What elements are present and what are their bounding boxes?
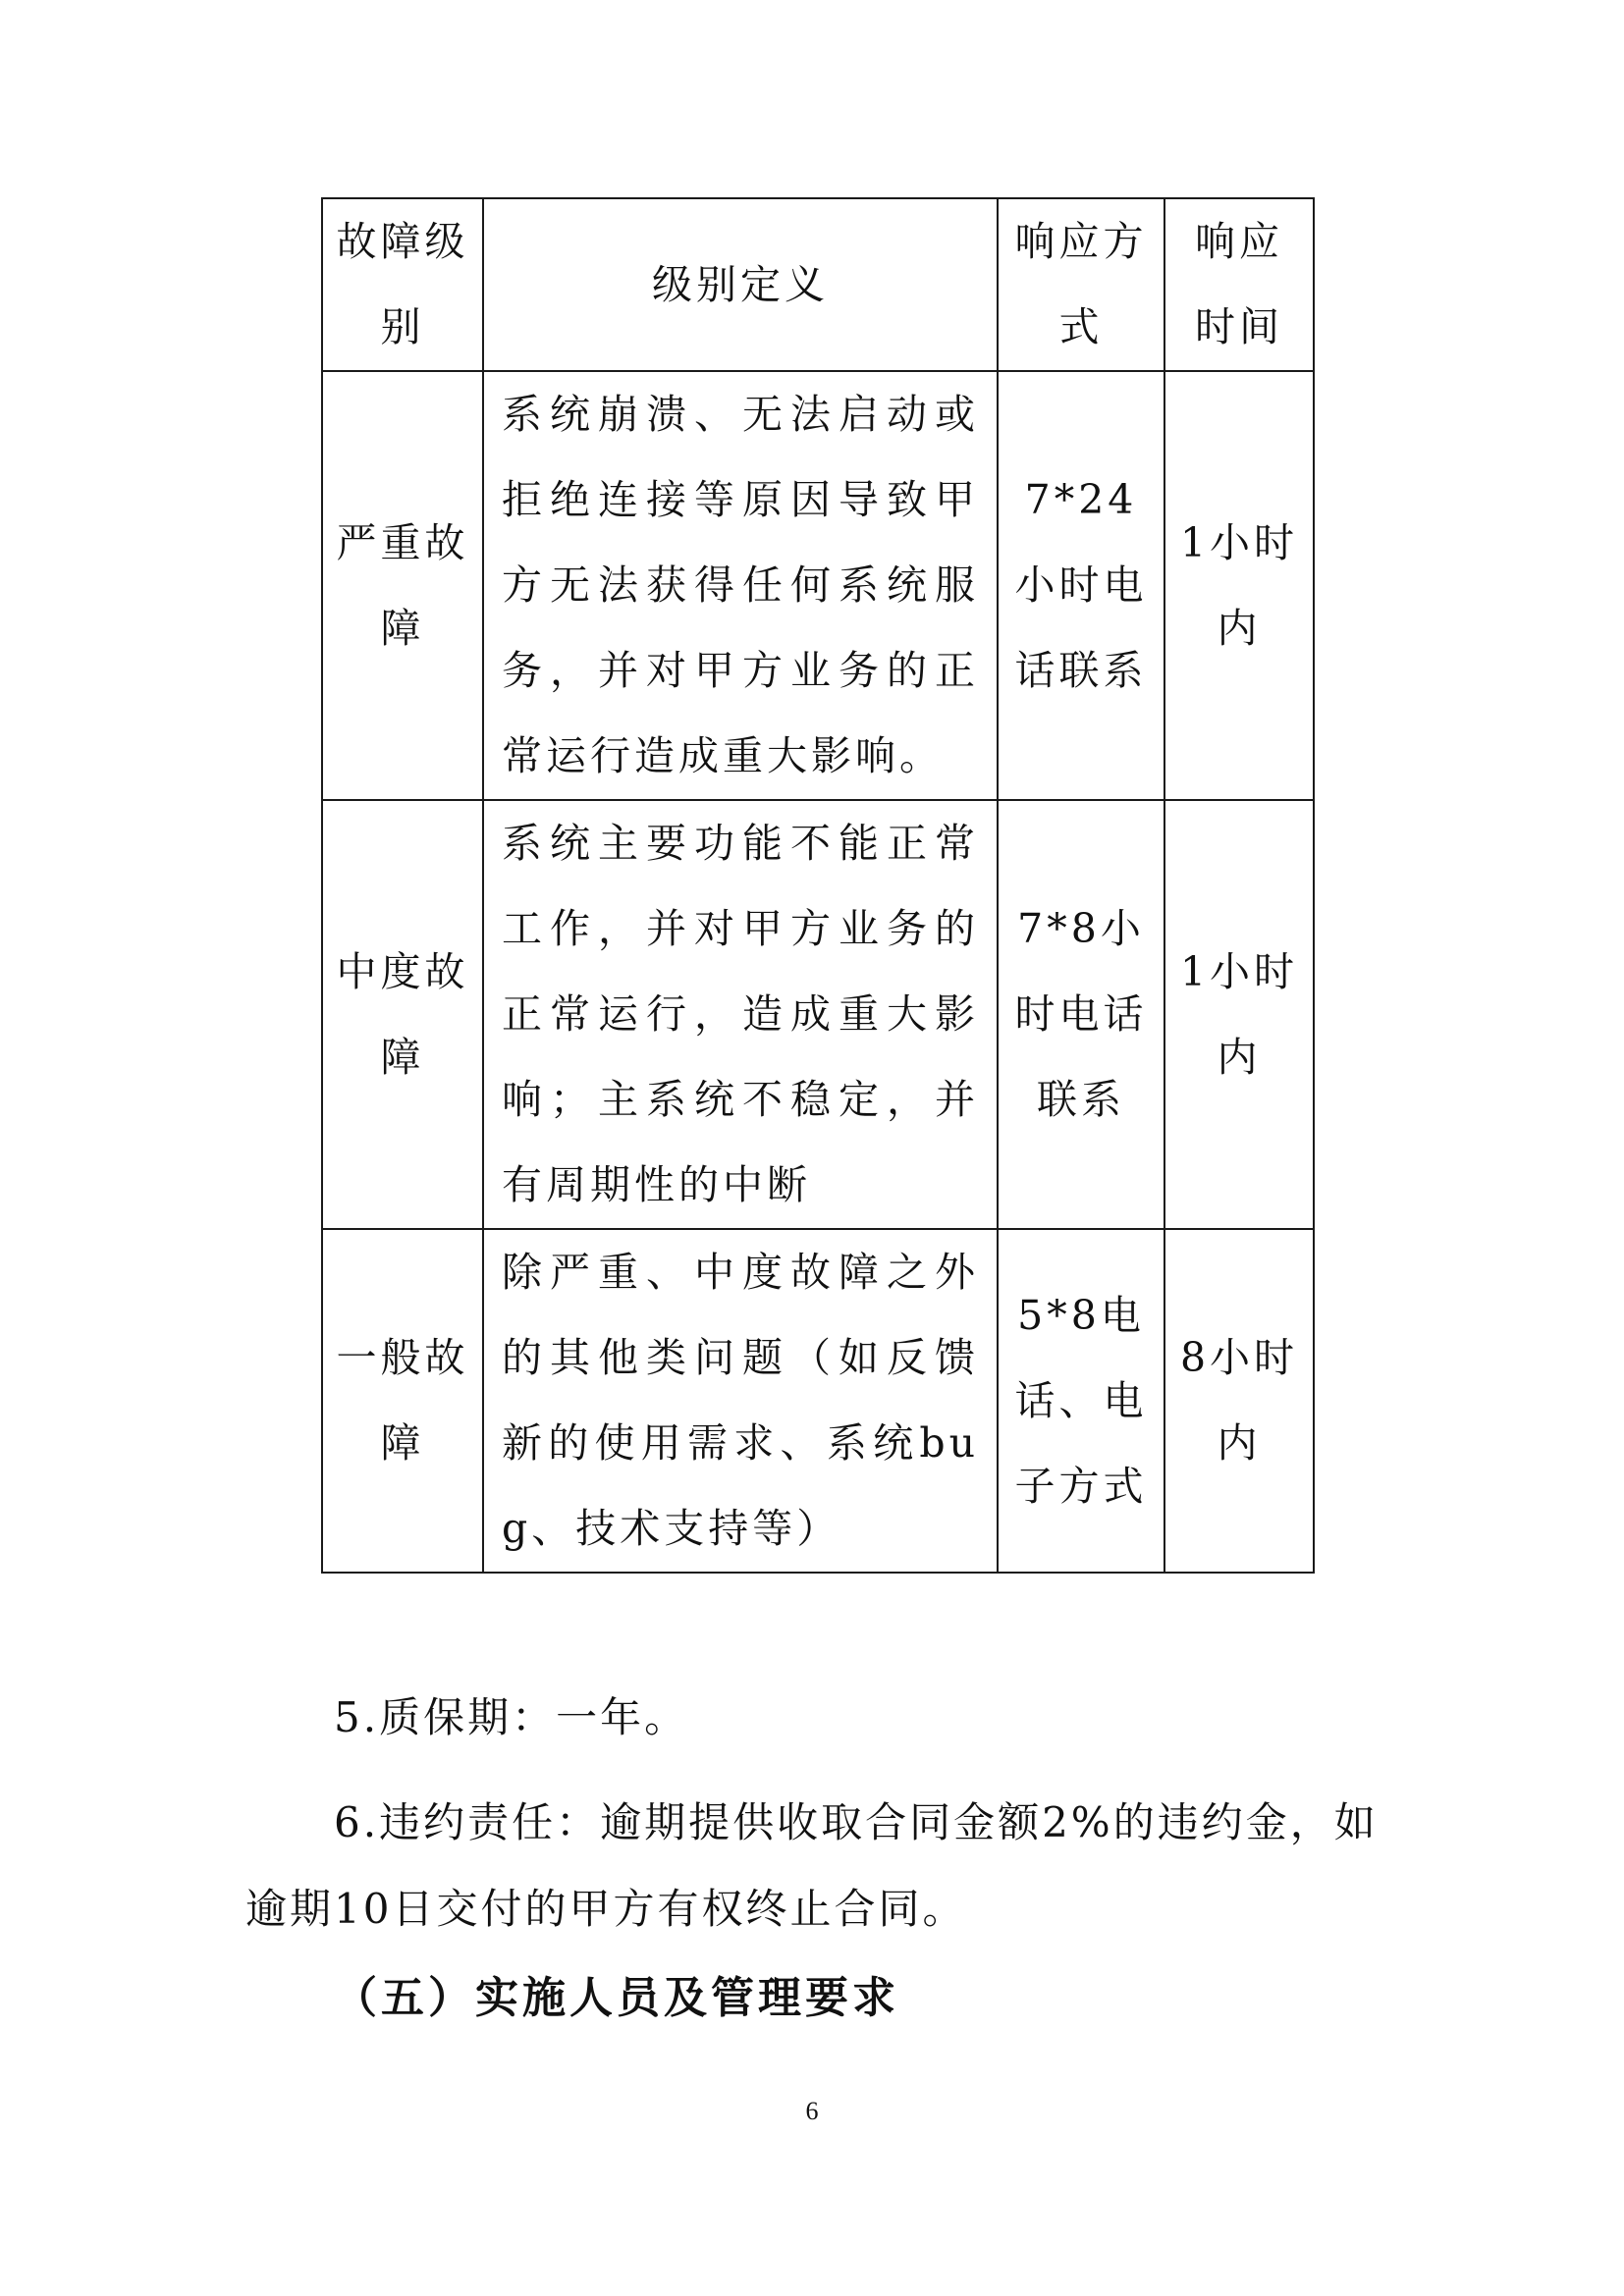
- warranty-paragraph: [245, 1675, 1384, 1761]
- cell-fault-level: 严重故障: [322, 371, 483, 800]
- cell-fault-level: 一般故障: [322, 1229, 483, 1573]
- cell-level-definition: 系统崩溃、无法启动或拒绝连接等原因导致甲方无法获得任何系统服务，并对甲方业务的正常运行造成重大影响。: [483, 371, 998, 800]
- cell-response-method: 7*8小时电话联系: [998, 800, 1164, 1229]
- cell-response-method: 5*8电话、电子方式: [998, 1229, 1164, 1573]
- table-row: [322, 800, 1314, 1229]
- table-row: [322, 1229, 1314, 1573]
- table-row: [322, 371, 1314, 800]
- liability-text: 6.违约责任：逾期提供收取合同金额2%的违约金，如逾期10日交付的甲方有权终止合同。: [245, 1798, 1379, 1933]
- header-response-time: 响应时间: [1164, 198, 1314, 371]
- table-header-row: [322, 198, 1314, 371]
- cell-response-time: 8小时内: [1164, 1229, 1314, 1573]
- warranty-text: 5.质保期：一年。: [334, 1693, 689, 1741]
- header-level-definition: 级别定义: [483, 198, 998, 371]
- fault-level-table: [321, 197, 1315, 1574]
- liability-paragraph: [245, 1780, 1384, 1952]
- section-heading: （五）实施人员及管理要求: [334, 1973, 899, 2023]
- cell-response-time: 1小时内: [1164, 800, 1314, 1229]
- cell-response-time: 1小时内: [1164, 371, 1314, 800]
- page-number: 6: [805, 2097, 819, 2125]
- cell-response-method: 7*24小时电话联系: [998, 371, 1164, 800]
- cell-level-definition: 除严重、中度故障之外的其他类问题（如反馈新的使用需求、系统bug、技术支持等）: [483, 1229, 998, 1573]
- header-fault-level: 故障级别: [322, 198, 483, 371]
- cell-fault-level: 中度故障: [322, 800, 483, 1229]
- header-response-method: 响应方式: [998, 198, 1164, 371]
- cell-level-definition: 系统主要功能不能正常工作，并对甲方业务的正常运行，造成重大影响；主系统不稳定，并有周期性的中断: [483, 800, 998, 1229]
